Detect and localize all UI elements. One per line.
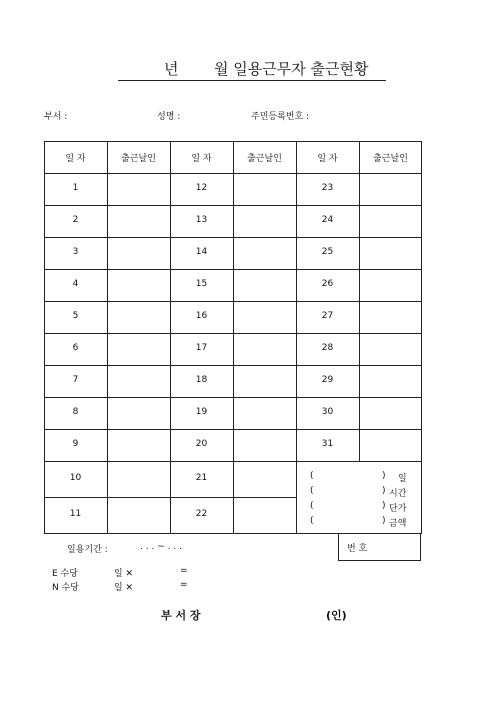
summary-unit: 일 <box>398 474 407 484</box>
summary-unit: 단가 <box>389 504 407 514</box>
header-sign-1: 출근날인 <box>121 154 156 164</box>
header-sign-3: 출근날인 <box>373 154 408 164</box>
day-cell: 6 <box>72 343 79 353</box>
grid-line <box>359 141 360 461</box>
summary-close: ) <box>382 471 386 481</box>
day-cell: 29 <box>321 375 334 385</box>
grid-line <box>296 141 297 533</box>
day-cell: 26 <box>321 279 334 289</box>
header-day-1: 일 자 <box>65 154 86 164</box>
dept-label: 부서 : <box>44 112 68 122</box>
header-sign-2: 출근날인 <box>247 154 282 164</box>
period-dates: . . . ~ . . . <box>140 542 182 552</box>
period-label: 일용기간 : <box>67 545 108 555</box>
day-cell: 2 <box>72 215 79 225</box>
seal-mark: (인) <box>326 609 347 622</box>
day-cell: 27 <box>321 311 334 321</box>
day-cell: 25 <box>321 247 334 257</box>
n-allowance-days: 일 ✕ <box>114 583 134 593</box>
summary-open: ( <box>310 486 314 496</box>
summary-open: ( <box>310 471 314 481</box>
day-cell: 24 <box>321 215 334 225</box>
n-allowance-equals: = <box>180 580 188 590</box>
e-allowance-label: E 수당 <box>52 569 78 579</box>
header-day-3: 일 자 <box>317 154 338 164</box>
title-year: 년 <box>164 60 179 78</box>
summary-unit: 금액 <box>389 519 407 529</box>
day-cell: 3 <box>72 247 79 257</box>
day-cell: 23 <box>321 183 334 193</box>
day-cell: 14 <box>195 247 208 257</box>
summary-open: ( <box>310 501 314 511</box>
day-cell: 19 <box>195 407 208 417</box>
day-cell: 21 <box>195 473 208 483</box>
attendance-table <box>44 141 422 533</box>
name-label: 성명 : <box>157 112 181 122</box>
day-cell: 28 <box>321 343 334 353</box>
day-cell: 31 <box>321 439 334 449</box>
day-cell: 12 <box>195 183 208 193</box>
day-cell: 4 <box>72 279 79 289</box>
summary-close: ) <box>382 501 386 511</box>
document-title <box>118 58 386 81</box>
day-cell: 1 <box>72 183 79 193</box>
summary-open: ( <box>310 516 314 526</box>
grid-line <box>233 141 234 533</box>
day-cell: 7 <box>72 375 79 385</box>
summary-close: ) <box>382 516 386 526</box>
day-cell: 10 <box>69 473 82 483</box>
e-allowance-equals: = <box>180 566 188 576</box>
grid-line <box>107 141 108 533</box>
day-cell: 8 <box>72 407 79 417</box>
day-cell: 16 <box>195 311 208 321</box>
number-box <box>338 533 421 561</box>
day-cell: 18 <box>195 375 208 385</box>
summary-unit: 시간 <box>389 489 407 499</box>
dept-head-label: 부 서 장 <box>161 609 201 622</box>
day-cell: 15 <box>195 279 208 289</box>
day-cell: 5 <box>72 311 79 321</box>
e-allowance-days: 일 ✕ <box>114 569 134 579</box>
day-cell: 9 <box>72 439 79 449</box>
summary-close: ) <box>382 486 386 496</box>
day-cell: 20 <box>195 439 208 449</box>
number-label: 번 호 <box>347 544 368 554</box>
header-day-2: 일 자 <box>191 154 212 164</box>
title-month: 월 일용근무자 출근현황 <box>214 60 369 78</box>
n-allowance-label: N 수당 <box>52 583 79 593</box>
day-cell: 11 <box>69 509 82 519</box>
day-cell: 13 <box>195 215 208 225</box>
day-cell: 17 <box>195 343 208 353</box>
day-cell: 22 <box>195 509 208 519</box>
day-cell: 30 <box>321 407 334 417</box>
grid-line <box>421 141 422 533</box>
rrn-label: 주민등록번호 : <box>251 112 310 122</box>
